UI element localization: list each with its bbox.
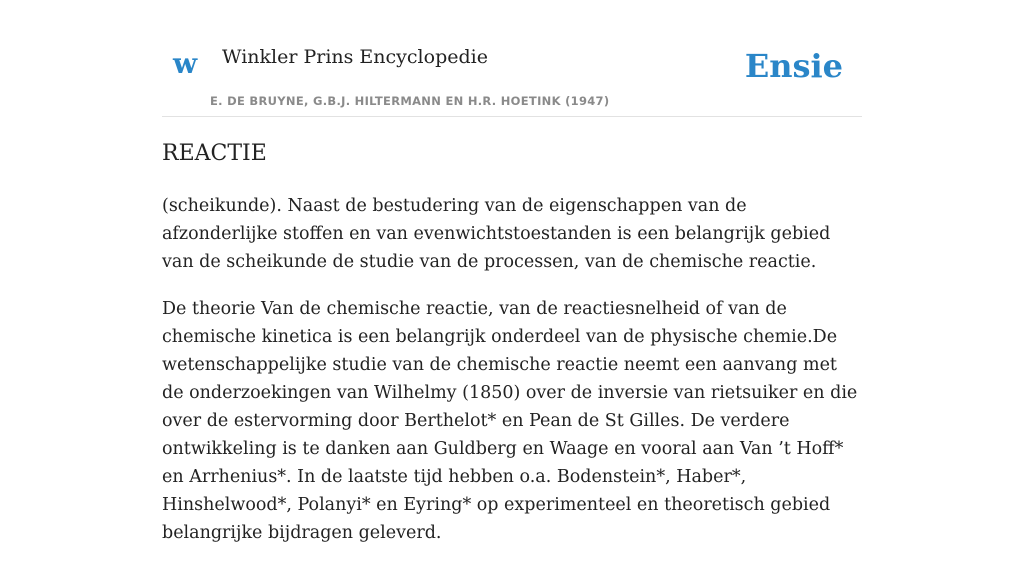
article-body [162,192,862,566]
article-title: REACTIE [162,141,267,166]
source-authors: E. DE BRUYNE, G.B.J. HILTERMANN EN H.R. HOETINK (1947) [210,94,610,108]
source-logo[interactable]: w [173,47,198,80]
article-paragraph: (scheikunde). Naast de bestudering van de eigenschappen van de afzonderlijke stoffen en van evenwichtstoestanden is een belangrijk gebied van de scheikunde de studie van de processen, van de chemische reactie. [162,196,831,272]
ensie-logo[interactable]: Ensie [744,47,843,85]
article-paragraph: De theorie Van de chemische reactie, van de reactiesnelheid of van de chemische kinetica is een belangrijk onderdeel van de physische chemie.De wetenschappelijke studie van de chemische reactie neemt een aanvang met de onderzoekingen van Wilhelmy (1850) over de inversie van rietsuiker en die over de estervorming door Berthelot* en Pean de St Gilles. De verdere ontwikkeling is te danken aan Guldberg en Waage en vooral aan Van ’t Hoff* en Arrhenius*. In de laatste tijd hebben o.a. Bodenstein*, Haber*, Hinshelwood*, Polanyi* en Eyring* op experimenteel en theoretisch gebied belangrijke bijdragen geleverd. [162,299,858,543]
source-header [162,0,862,117]
source-title-link[interactable]: Winkler Prins Encyclopedie [222,46,488,68]
